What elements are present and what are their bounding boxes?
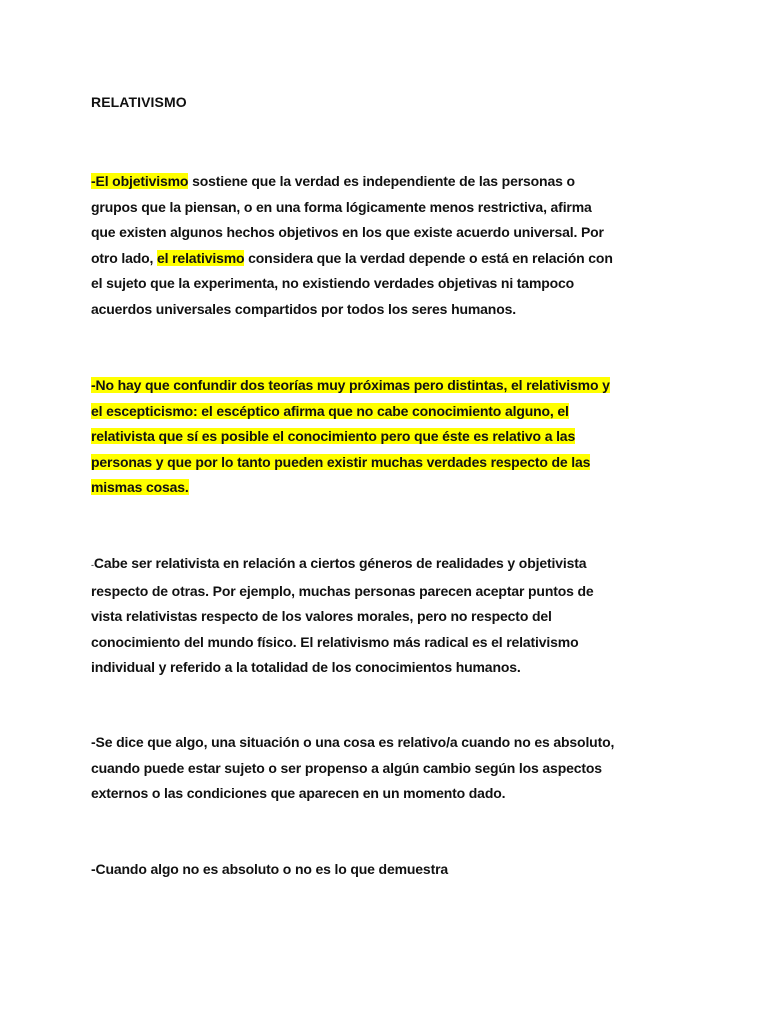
line-text: otro lado, <box>91 249 158 266</box>
dash-marker: - <box>91 560 94 570</box>
paragraph-line: que existen algunos hechos objetivos en los que existe acuerdo universal. Por <box>91 224 604 240</box>
paragraph-line <box>91 246 691 272</box>
paragraph-relativo <box>91 730 691 807</box>
paragraph-line: acuerdos universales compartidos por todos los seres humanos. <box>91 300 516 317</box>
line-text: considera que la verdad depende o está en relación con <box>244 249 613 266</box>
highlighted-text: -No hay que confundir dos teorías muy próximas pero distintas, el relativismo y <box>91 377 610 393</box>
paragraph-line: externos o las condiciones que aparecen en un momento dado. <box>91 785 506 801</box>
paragraph-line: cuando puede estar sujeto o ser propenso a algún cambio según los aspectos <box>91 759 602 776</box>
highlighted-term: -El objetivismo <box>91 173 189 189</box>
highlighted-term: el relativismo <box>157 249 245 266</box>
paragraph-line <box>91 450 691 476</box>
line-text: Cabe ser relativista en relación a ciertos géneros de realidades y objetivista <box>93 555 587 571</box>
paragraph-line: -Cuando algo no es absoluto o no es lo que demuestra <box>91 861 449 877</box>
highlighted-text: el escepticismo: el escéptico afirma que no cabe conocimiento alguno, el <box>91 402 569 419</box>
paragraph-line <box>91 551 691 579</box>
paragraph-line <box>91 475 691 501</box>
paragraph-line <box>91 373 691 399</box>
paragraph-absoluto <box>91 857 691 883</box>
highlighted-text: personas y que por lo tanto pueden existir muchas verdades respecto de las <box>91 453 591 470</box>
highlighted-text: relativista que sí es posible el conocimiento pero que éste es relativo a las <box>91 428 576 444</box>
highlighted-text: mismas cosas. <box>91 479 189 495</box>
paragraph-escepticismo <box>91 373 691 501</box>
paragraph-line <box>91 424 691 450</box>
paragraph-line <box>91 399 691 425</box>
paragraph-line: -Se dice que algo, una situación o una cosa es relativo/a cuando no es absoluto, <box>91 734 615 750</box>
paragraph-line: el sujeto que la experimenta, no existiendo verdades objetivas ni tampoco <box>91 275 575 291</box>
paragraph-line: respecto de otras. Por ejemplo, muchas personas parecen aceptar puntos de <box>91 582 594 599</box>
paragraph-line: vista relativistas respecto de los valores morales, pero no respecto del <box>91 608 552 624</box>
paragraph-generos-realidades <box>91 551 691 681</box>
paragraph-line: conocimiento del mundo físico. El relativismo más radical es el relativismo <box>91 633 579 650</box>
paragraph-line <box>91 169 691 195</box>
paragraph-objetivismo <box>91 169 691 322</box>
paragraph-line: individual y referido a la totalidad de los conocimientos humanos. <box>91 659 521 675</box>
line-text: sostiene que la verdad es independiente de las personas o <box>188 173 575 189</box>
document-title: RELATIVISMO <box>91 94 187 110</box>
paragraph-line: grupos que la piensan, o en una forma lógicamente menos restrictiva, afirma <box>91 198 592 215</box>
